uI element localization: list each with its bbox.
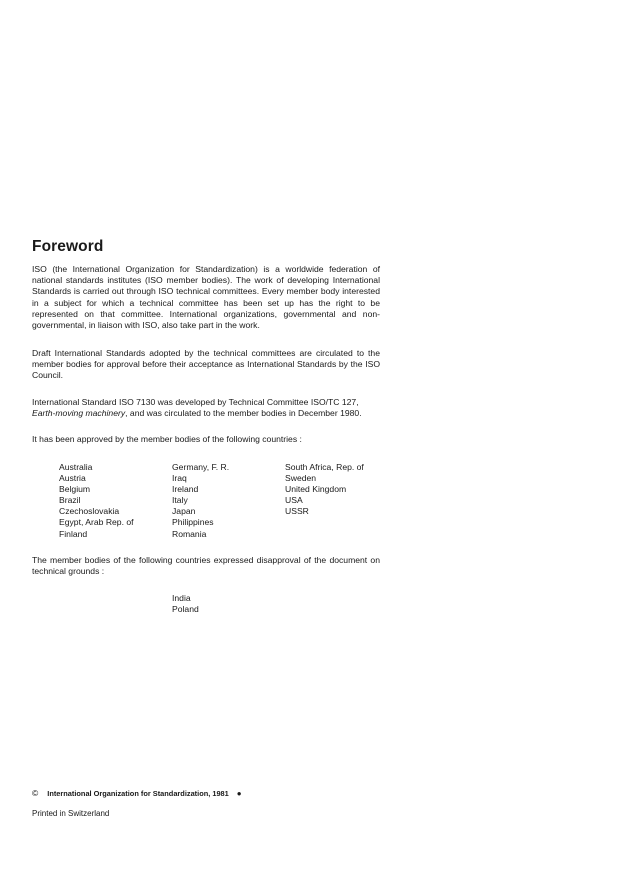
list-item: Belgium [59, 484, 91, 495]
disapproving-countries-list [172, 593, 199, 615]
committee-title: Earth-moving machinery [32, 408, 126, 419]
list-item: Czechoslovakia [59, 506, 120, 517]
list-item: USSR [285, 506, 309, 517]
development-text-a: International Standard ISO 7130 was developed by Technical Committee ISO/TC 127, [32, 397, 359, 407]
list-item: Romania [172, 528, 207, 539]
list-item: South Africa, Rep. of [285, 462, 364, 472]
list-item: Sweden [285, 473, 317, 484]
list-item: India [172, 593, 191, 603]
list-item: Ireland [172, 484, 199, 495]
bullet-icon: ● [236, 788, 242, 798]
list-item: Brazil [59, 495, 81, 506]
approving-countries-column-1 [59, 462, 134, 540]
approving-countries-column-3 [285, 462, 364, 517]
paragraph-development [32, 397, 380, 419]
page-title: Foreword [32, 238, 104, 255]
printed-in-note: Printed in Switzerland [32, 809, 110, 818]
list-item: USA [285, 495, 303, 506]
paragraph-draft-standards: Draft International Standards adopted by the technical committees are circulated to the member bodies for approval before their acceptance as International Standards by the ISO Council. [32, 348, 380, 381]
paragraph-disapproval-intro: The member bodies of the following countries expressed disapproval of the document on technical grounds : [32, 555, 380, 577]
development-text-b: , and was circulated to the member bodies in December 1980. [125, 408, 362, 419]
approving-countries-column-2 [172, 462, 229, 540]
list-item: Poland [172, 604, 199, 615]
list-item: Italy [172, 495, 188, 506]
list-item: Austria [59, 473, 86, 484]
list-item: Philippines [172, 517, 214, 528]
list-item: Iraq [172, 473, 187, 484]
copyright-text: International Organization for Standardization, 1981 [47, 788, 229, 798]
copyright-icon: © [32, 788, 39, 798]
list-item: Australia [59, 462, 93, 472]
list-item: Japan [172, 506, 196, 517]
list-item: Egypt, Arab Rep. of [59, 517, 134, 528]
list-item: United Kingdom [285, 484, 347, 495]
paragraph-iso-intro: ISO (the International Organization for Standardization) is a worldwide federation of national standards institutes (ISO member bodies). The work of developing International Standards is carried out through ISO technical committees. Every member body interested in a subject for which a technical committee has been set up has the right to be represented on that committee. International organizations, governmental and non-governmental, in liaison with ISO, also take part in the work. [32, 264, 380, 331]
paragraph-approval-intro: It has been approved by the member bodies of the following countries : [32, 434, 302, 444]
copyright-line [32, 788, 242, 798]
list-item: Finland [59, 528, 88, 539]
list-item: Germany, F. R. [172, 462, 230, 472]
